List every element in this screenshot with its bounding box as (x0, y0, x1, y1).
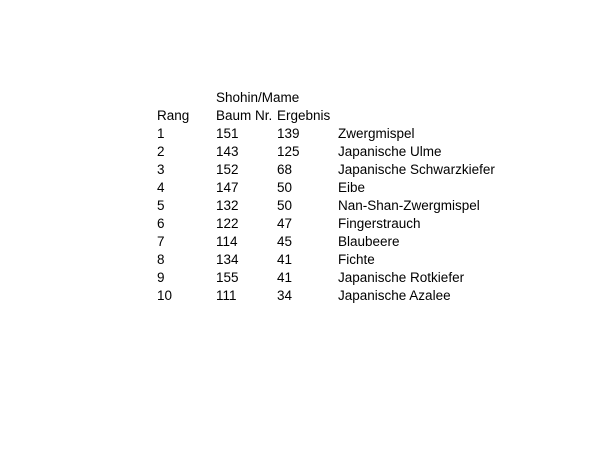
header-ergebnis: Ergebnis (277, 108, 331, 123)
cell-name: Fingerstrauch (338, 216, 421, 231)
cell-name: Japanische Schwarzkiefer (338, 162, 495, 177)
cell-ergebnis: 47 (277, 216, 293, 231)
cell-rang: 1 (157, 126, 165, 141)
cell-rang: 5 (157, 198, 165, 213)
cell-rang: 6 (157, 216, 165, 231)
cell-baum-nr: 143 (216, 144, 239, 159)
cell-ergebnis: 50 (277, 198, 293, 213)
cell-name: Fichte (338, 252, 375, 267)
cell-ergebnis: 41 (277, 270, 293, 285)
cell-ergebnis: 41 (277, 252, 293, 267)
cell-baum-nr: 155 (216, 270, 239, 285)
cell-rang: 9 (157, 270, 165, 285)
cell-ergebnis: 34 (277, 288, 293, 303)
cell-baum-nr: 114 (216, 234, 238, 249)
header-category: Shohin/Mame (216, 90, 300, 105)
cell-rang: 4 (157, 180, 165, 195)
cell-ergebnis: 139 (277, 126, 300, 141)
cell-ergebnis: 68 (277, 162, 293, 177)
cell-name: Japanische Azalee (338, 288, 451, 303)
cell-name: Japanische Rotkiefer (338, 270, 465, 285)
cell-baum-nr: 132 (216, 198, 239, 213)
cell-ergebnis: 45 (277, 234, 293, 249)
cell-baum-nr: 152 (216, 162, 239, 177)
cell-ergebnis: 50 (277, 180, 293, 195)
cell-baum-nr: 122 (216, 216, 239, 231)
cell-baum-nr: 147 (216, 180, 239, 195)
cell-baum-nr: 111 (216, 288, 237, 303)
cell-name: Zwergmispel (338, 126, 415, 141)
header-rang: Rang (157, 108, 190, 123)
cell-baum-nr: 134 (216, 252, 239, 267)
cell-name: Japanische Ulme (338, 144, 442, 159)
cell-baum-nr: 151 (216, 126, 239, 141)
cell-rang: 3 (157, 162, 165, 177)
cell-rang: 2 (157, 144, 165, 159)
cell-rang: 8 (157, 252, 165, 267)
cell-name: Eibe (338, 180, 366, 195)
header-baum-nr: Baum Nr. (216, 108, 273, 123)
cell-name: Nan-Shan-Zwergmispel (338, 198, 480, 213)
cell-rang: 7 (157, 234, 165, 249)
cell-name: Blaubeere (338, 234, 400, 249)
cell-rang: 10 (157, 288, 173, 303)
cell-ergebnis: 125 (277, 144, 300, 159)
